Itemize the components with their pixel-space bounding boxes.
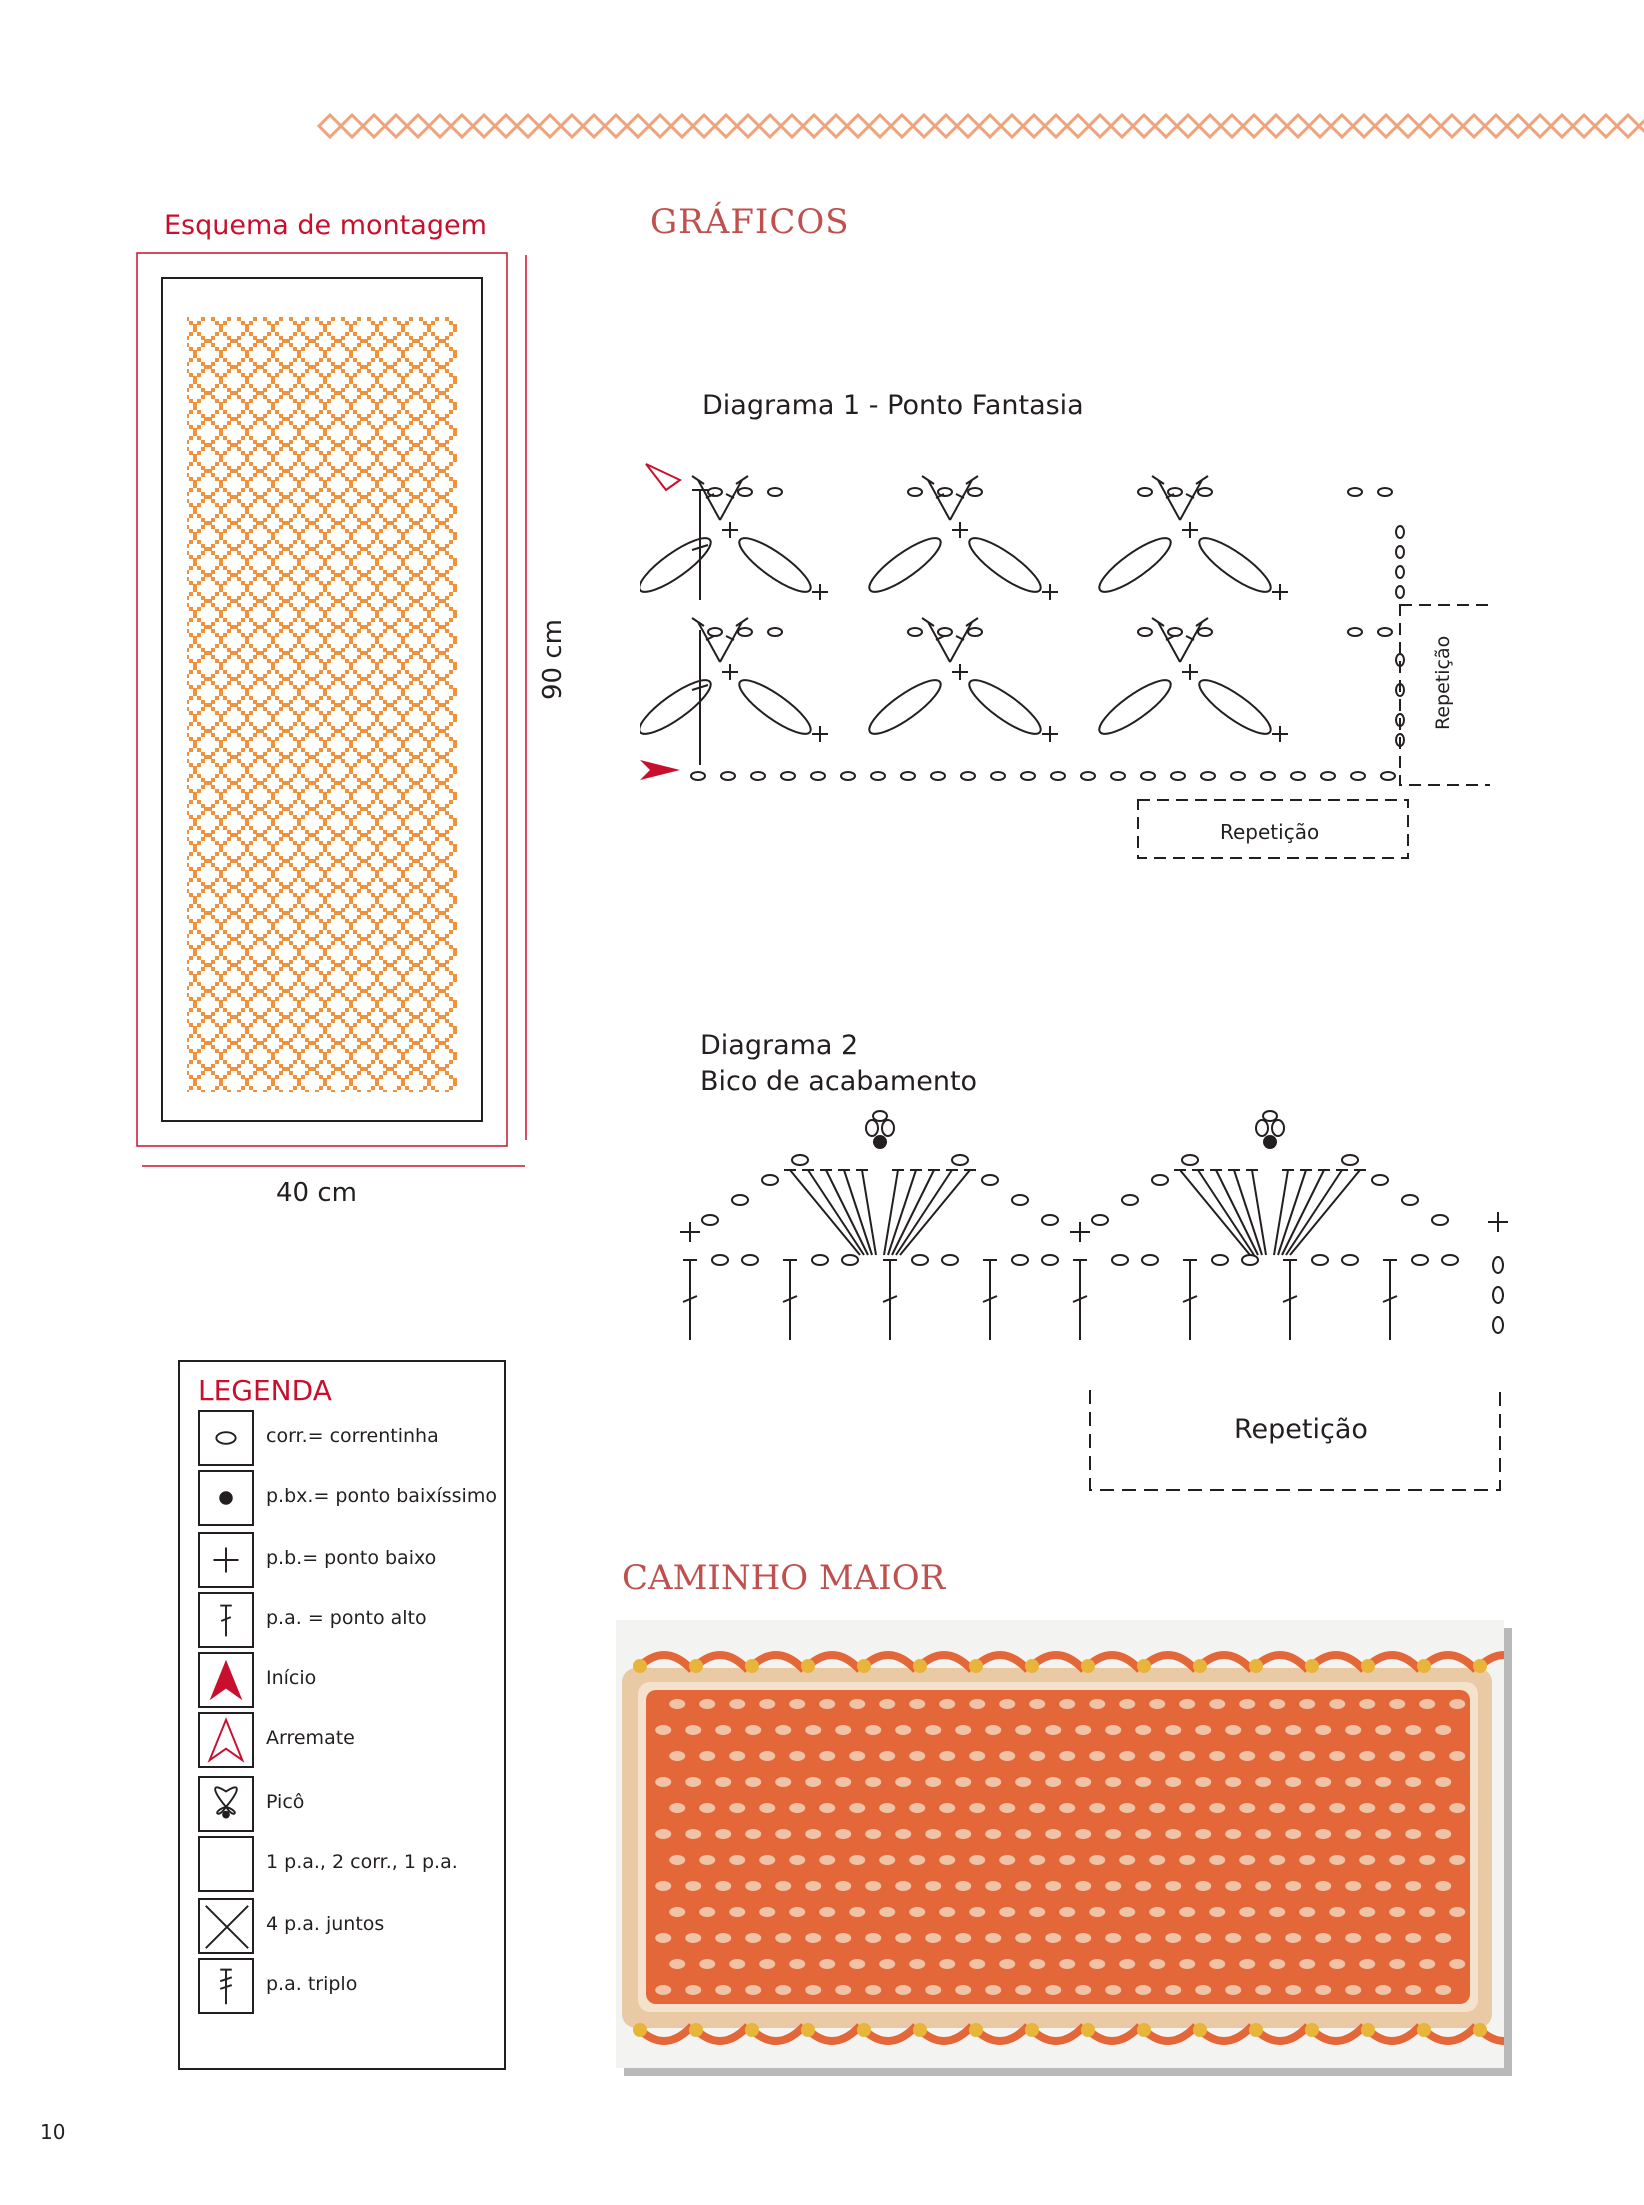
legend-box: [178, 1360, 506, 2070]
legend-title: LEGENDA: [198, 1374, 332, 1407]
legend-item-label: Arremate: [266, 1727, 355, 1749]
diagram2-title: [700, 1028, 977, 1100]
crochet-runner-photo: [616, 1620, 1504, 2068]
legend-item-label: Início: [266, 1667, 317, 1689]
legend-item-label: p.a. = ponto alto: [266, 1607, 427, 1629]
top-diamond-border: [315, 104, 1644, 148]
graficos-title: GRÁFICOS: [650, 202, 850, 242]
diagram1-title: Diagrama 1 - Ponto Fantasia: [702, 390, 1084, 421]
triple-crochet-icon: [198, 1958, 254, 2014]
assembly-schema-diagram: [130, 250, 530, 1180]
height-label: 90 cm: [538, 619, 568, 700]
diagram1-repeat-horizontal-label: Repetição: [1220, 820, 1320, 844]
cluster-x-icon: [198, 1898, 254, 1954]
legend-item-label: corr.= correntinha: [266, 1425, 439, 1447]
width-label: 40 cm: [276, 1178, 357, 1208]
single-crochet-icon: [198, 1532, 254, 1588]
legend-item-label: p.a. triplo: [266, 1973, 358, 1995]
legend-item-label: p.b.= ponto baixo: [266, 1547, 437, 1569]
caminho-maior-title: CAMINHO MAIOR: [622, 1558, 946, 1598]
page-number: 10: [40, 2120, 66, 2144]
legend-item-label: p.bx.= ponto baixíssimo: [266, 1485, 497, 1507]
start-arrow-marker: [640, 760, 680, 780]
schema-title: Esquema de montagem: [164, 210, 487, 241]
chain-stitch-icon: [198, 1410, 254, 1466]
lattice-pattern-area: [187, 317, 457, 1092]
diagram1-stitch-chart: [640, 450, 1490, 870]
legend-item-label: 4 p.a. juntos: [266, 1913, 385, 1935]
diagram2-title-line1: Diagrama 2: [700, 1030, 859, 1061]
legend-item-label: Picô: [266, 1791, 305, 1813]
diagram2-repeat-label: Repetição: [1234, 1414, 1368, 1445]
diagram2-edging-chart: [660, 1110, 1520, 1500]
start-arrow-icon: [198, 1652, 254, 1708]
finish-arrow-icon: [198, 1712, 254, 1768]
diagram1-repeat-vertical-label: Repetição: [1432, 635, 1454, 730]
slip-stitch-icon: [198, 1470, 254, 1526]
legend-item-label: 1 p.a., 2 corr., 1 p.a.: [266, 1851, 458, 1873]
diagram2-title-line2: Bico de acabamento: [700, 1066, 978, 1097]
picot-icon: [198, 1776, 254, 1832]
finish-arrow-marker: [646, 464, 680, 490]
double-crochet-icon: [198, 1592, 254, 1648]
filet-square-icon: [198, 1836, 254, 1892]
